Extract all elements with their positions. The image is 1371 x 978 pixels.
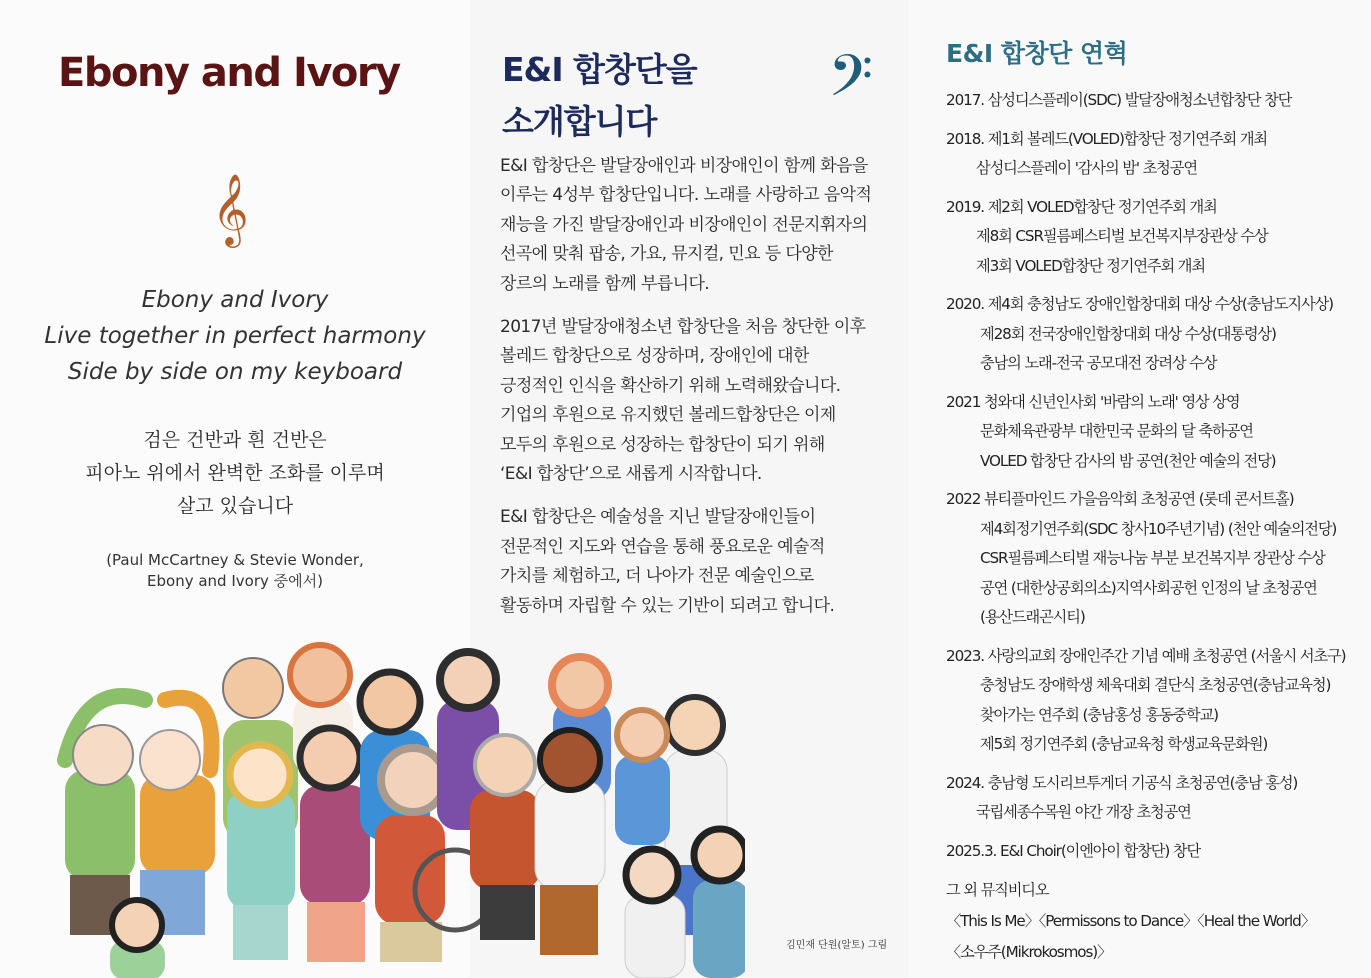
lyrics	[20, 282, 450, 390]
translation-line: 검은 건반과 흰 건반은	[143, 429, 327, 451]
music-video-list: 〈소우주(Mikrokosmos)〉	[946, 943, 1112, 961]
lyric-line: Live together in perfect harmony	[44, 323, 426, 349]
history-entry	[946, 290, 1351, 379]
intro-line: 이루는 4성부 합창단입니다. 노래를 사랑하고 음악적	[500, 185, 872, 206]
history-entry	[946, 642, 1351, 760]
credit-line: Ebony and Ivory 중에서)	[147, 572, 323, 590]
credit-line: (Paul McCartney & Stevie Wonder,	[106, 551, 364, 569]
history-detail-line: 제28회 전국장애인합창대회 대상 수상(대통령상)	[980, 324, 1276, 343]
song-credit	[20, 550, 450, 592]
history-detail-line: (용산드래곤시티)	[980, 608, 1085, 626]
history-detail-line: VOLED 합창단 감사의 밤 공연(천안 예술의 전당)	[980, 451, 1276, 470]
history-year-line: 2017. 삼성디스플레이(SDC) 발달장애청소년합창단 창단	[946, 91, 1292, 109]
history-entry	[946, 388, 1351, 477]
history-detail-line: 제8회 CSR필름페스티벌 보건복지부장관상 수상	[976, 227, 1268, 245]
history-year-line: 2019. 제2회 VOLED합창단 정기연주회 개최	[946, 197, 1217, 216]
intro-title-line: 소개합니다	[502, 102, 657, 141]
history-detail-line: 제5회 정기연주회 (충남교육청 학생교육문화원)	[980, 735, 1268, 753]
intro-line: 볼레드 합창단으로 성장하며, 장애인에 대한	[500, 346, 809, 367]
history-entry	[946, 86, 1351, 116]
song-title: Ebony and Ivory	[58, 50, 400, 96]
history-year-line: 2018. 제1회 볼레드(VOLED)합창단 정기연주회 개최	[946, 129, 1267, 148]
intro-paragraph	[500, 313, 895, 489]
history-detail-line: 제3회 VOLED합창단 정기연주회 개최	[976, 256, 1205, 275]
intro-line: 모두의 후원으로 성장하는 합창단이 되기 위해	[500, 434, 825, 455]
intro-line: 전문적인 지도와 연습을 통해 풍요로운 예술적	[500, 536, 825, 557]
history-entry	[946, 193, 1351, 282]
history-detail-line: 충청남도 장애학생 체육대회 결단식 초청공연(충남교육청)	[980, 676, 1331, 694]
intro-title-line: E&I 합창단을	[502, 50, 697, 89]
history-entry	[946, 769, 1351, 828]
background-figures	[65, 645, 745, 978]
intro-line: 활동하며 자립할 수 있는 기반이 되려고 합니다.	[500, 595, 835, 616]
intro-line: 재능을 가진 발달장애인과 비장애인이 전문지휘자의	[500, 214, 868, 235]
intro-line: E&I 합창단은 발달장애인과 비장애인이 함께 화음을	[500, 156, 868, 176]
intro-title	[502, 44, 697, 148]
lyrics-translation	[20, 424, 450, 523]
history-detail-line: 국립세종수목원 야간 개장 초청공연	[976, 803, 1191, 821]
history-detail-line: 충남의 노래-전국 공모대전 장려상 수상	[980, 354, 1217, 372]
intro-line: 장르의 노래를 함께 부릅니다.	[500, 273, 710, 294]
music-video-title: 그 외 뮤직비디오	[946, 881, 1049, 899]
intro-body	[500, 152, 895, 635]
translation-line: 살고 있습니다	[176, 495, 294, 517]
history-entry	[946, 125, 1351, 184]
history-year-line: 2025.3. E&I Choir(이엔아이 합창단) 창단	[946, 841, 1201, 860]
intro-line: ‘E&I 합창단’으로 새롭게 시작합니다.	[500, 464, 762, 485]
music-video-list: 〈This Is Me〉〈Permissons to Dance〉〈Heal the World〉	[946, 912, 1315, 930]
intro-paragraph	[500, 503, 895, 621]
choir-members-illustration	[45, 640, 745, 978]
intro-line: E&I 합창단은 예술성을 지닌 발달장애인들이	[500, 507, 816, 528]
intro-paragraph	[500, 152, 895, 299]
history-detail-line: 제4회정기연주회(SDC 창사10주년기념) (천안 예술의전당)	[980, 519, 1337, 538]
history-detail-line: 문화체육관광부 대한민국 문화의 달 축하공연	[980, 422, 1253, 440]
intro-line: 선곡에 맞춰 팝송, 가요, 뮤지컬, 민요 등 다양한	[500, 244, 833, 265]
intro-line: 긍정적인 인식을 확산하기 위해 노력해왔습니다.	[500, 375, 841, 396]
history-year-line: 2023. 사랑의교회 장애인주간 기념 예배 초청공연 (서울시 서초구)	[946, 646, 1346, 665]
history-year-line: 2024. 충남형 도시리브투게더 기공식 초청공연(충남 홍성)	[946, 773, 1298, 792]
history-detail-line: CSR필름페스티벌 재능나눔 부분 보건복지부 장관상 수상	[980, 549, 1325, 567]
history-detail-line: 공연 (대한상공회의소)지역사회공헌 인정의 날 초청공연	[980, 578, 1317, 597]
history-title: E&I 합창단 연혁	[946, 39, 1128, 68]
treble-clef-icon: 𝄞	[212, 172, 249, 245]
history-year-line: 2020. 제4회 충청남도 장애인합창대회 대상 수상(충남도지사상)	[946, 295, 1333, 313]
history-detail-line: 찾아가는 연주회 (충남홍성 홍동중학교)	[980, 705, 1218, 724]
history-entry	[946, 837, 1351, 867]
history-entry	[946, 485, 1351, 633]
intro-line: 기업의 후원으로 유지했던 볼레드합창단은 이제	[500, 405, 836, 426]
history-year-line: 2022 뷰티플마인드 가을음악회 초청공연 (롯데 콘서트홀)	[946, 490, 1294, 508]
lyric-line: Ebony and Ivory	[141, 287, 329, 313]
history-list	[946, 86, 1351, 968]
bass-clef-icon: 𝄢	[828, 42, 874, 124]
lyric-line: Side by side on my keyboard	[67, 359, 403, 385]
illustration-credit: 김민재 단원(알토) 그림	[786, 940, 888, 951]
intro-line: 2017년 발달장애청소년 합창단을 처음 창단한 이후	[500, 317, 866, 338]
history-detail-line: 삼성디스플레이 '감사의 밤' 초청공연	[976, 159, 1197, 177]
translation-line: 피아노 위에서 완벽한 조화를 이루며	[85, 462, 385, 484]
history-year-line: 2021 청와대 신년인사회 '바람의 노래' 영상 상영	[946, 392, 1240, 411]
intro-line: 가치를 체험하고, 더 나아가 전문 예술인으로	[500, 566, 814, 587]
